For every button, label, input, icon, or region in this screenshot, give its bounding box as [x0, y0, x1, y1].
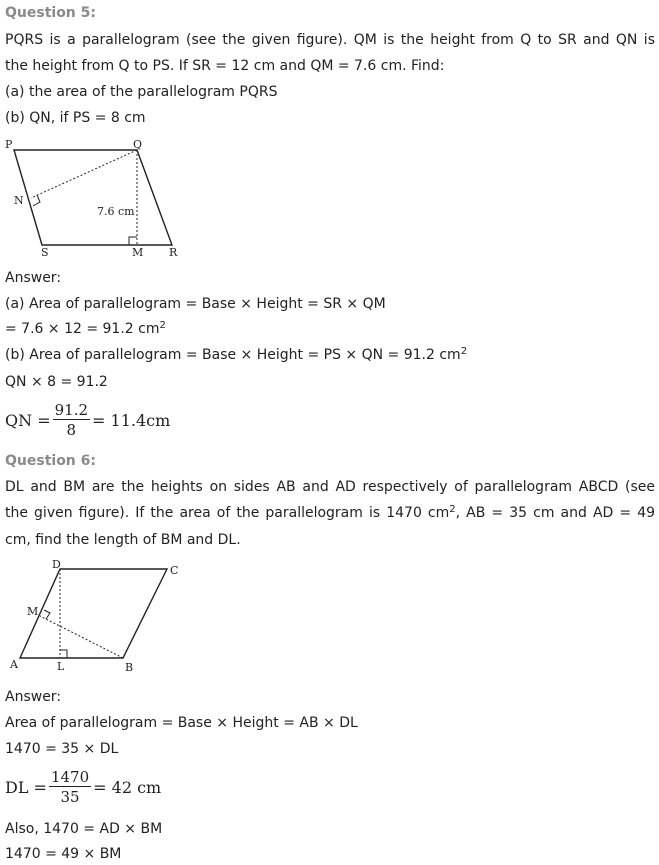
q5-part-a: (a) the area of the parallelogram PQRS — [5, 84, 278, 100]
q6-answer-line-1: Area of parallelogram = Base × Height = AB × DL — [5, 715, 358, 731]
label-s: S — [41, 246, 49, 259]
label-n: N — [14, 194, 24, 207]
q6-fraction — [49, 768, 91, 807]
q5-answer-a-line-2: = 7.6 × 12 = 91.2 $cm^2$ — [5, 320, 166, 337]
q6-frac-denominator: 35 — [60, 787, 80, 806]
q6-fraction-equation — [5, 765, 161, 809]
q5-text-line-1: PQRS is a parallelogram (see the given figure). QM is the height from Q to SR and QN is — [5, 32, 655, 48]
q6-answer-line-3: Also, 1470 = AD × BM — [5, 821, 163, 837]
parallelogram-abcd — [20, 569, 167, 658]
q6-text-line-3: cm, find the length of BM and DL. — [5, 532, 241, 548]
label-q: Q — [133, 138, 143, 151]
label-height-7-6: 7.6 cm — [97, 205, 135, 218]
q5-text-line-2: the height from Q to PS. If SR = 12 cm and QM = 7.6 cm. Find: — [5, 58, 445, 74]
right-angle-m — [129, 237, 137, 245]
q5-frac-denominator: 8 — [66, 420, 77, 439]
label-d: D — [52, 558, 61, 571]
right-angle-m — [44, 610, 50, 619]
label-l: L — [57, 660, 65, 673]
q6-frac-numerator: 1470 — [50, 767, 90, 786]
label-r: R — [169, 246, 178, 259]
question-5-heading: Question 5: — [5, 5, 96, 21]
q6-text-line-1: DL and BM are the heights on sides AB and AD respectively of parallelogram ABCD (see — [5, 479, 655, 495]
q5-answer-b-line-2: QN × 8 = 91.2 — [5, 374, 108, 390]
label-a: A — [10, 658, 18, 671]
label-m: M — [132, 246, 144, 259]
q6-text-line-2: the given figure). If the area of the parallelogram is 1470 $cm^2$, AB = 35 cm and AD = 49 — [5, 504, 656, 521]
q6-answer-line-2: 1470 = 35 × DL — [5, 741, 119, 757]
question-6-heading: Question 6: — [5, 453, 96, 469]
q6-answer-label: Answer: — [5, 689, 62, 705]
q5-fraction — [53, 401, 90, 440]
q6-frac-lhs: DL = — [5, 777, 47, 797]
q6-answer-line-4: 1470 = 49 × BM — [5, 846, 122, 862]
q5-part-b: (b) QN, if PS = 8 cm — [5, 110, 146, 126]
q5-fraction-equation — [5, 398, 170, 442]
q5-frac-rhs: = 11.4cm — [92, 410, 171, 430]
parallelogram-abcd-figure — [0, 555, 200, 680]
right-angle-l — [60, 650, 67, 658]
label-m: M — [27, 605, 39, 618]
q5-frac-lhs: QN = — [5, 410, 51, 430]
q5-answer-label: Answer: — [5, 270, 62, 286]
q5-answer-a: (a) Area of parallelogram = Base × Height = SR × QM — [5, 296, 386, 312]
label-b: B — [125, 661, 134, 674]
label-c: C — [170, 564, 179, 577]
q6-frac-rhs: = 42 cm — [93, 777, 162, 797]
label-p: P — [5, 138, 13, 151]
parallelogram-pqrs-figure — [0, 135, 200, 265]
height-qn — [31, 150, 137, 198]
height-bm — [40, 616, 123, 658]
q5-answer-b: (b) Area of parallelogram = Base × Height = PS × QN = 91.2 $cm^2$ — [5, 346, 468, 363]
q5-frac-numerator: 91.2 — [54, 400, 89, 419]
